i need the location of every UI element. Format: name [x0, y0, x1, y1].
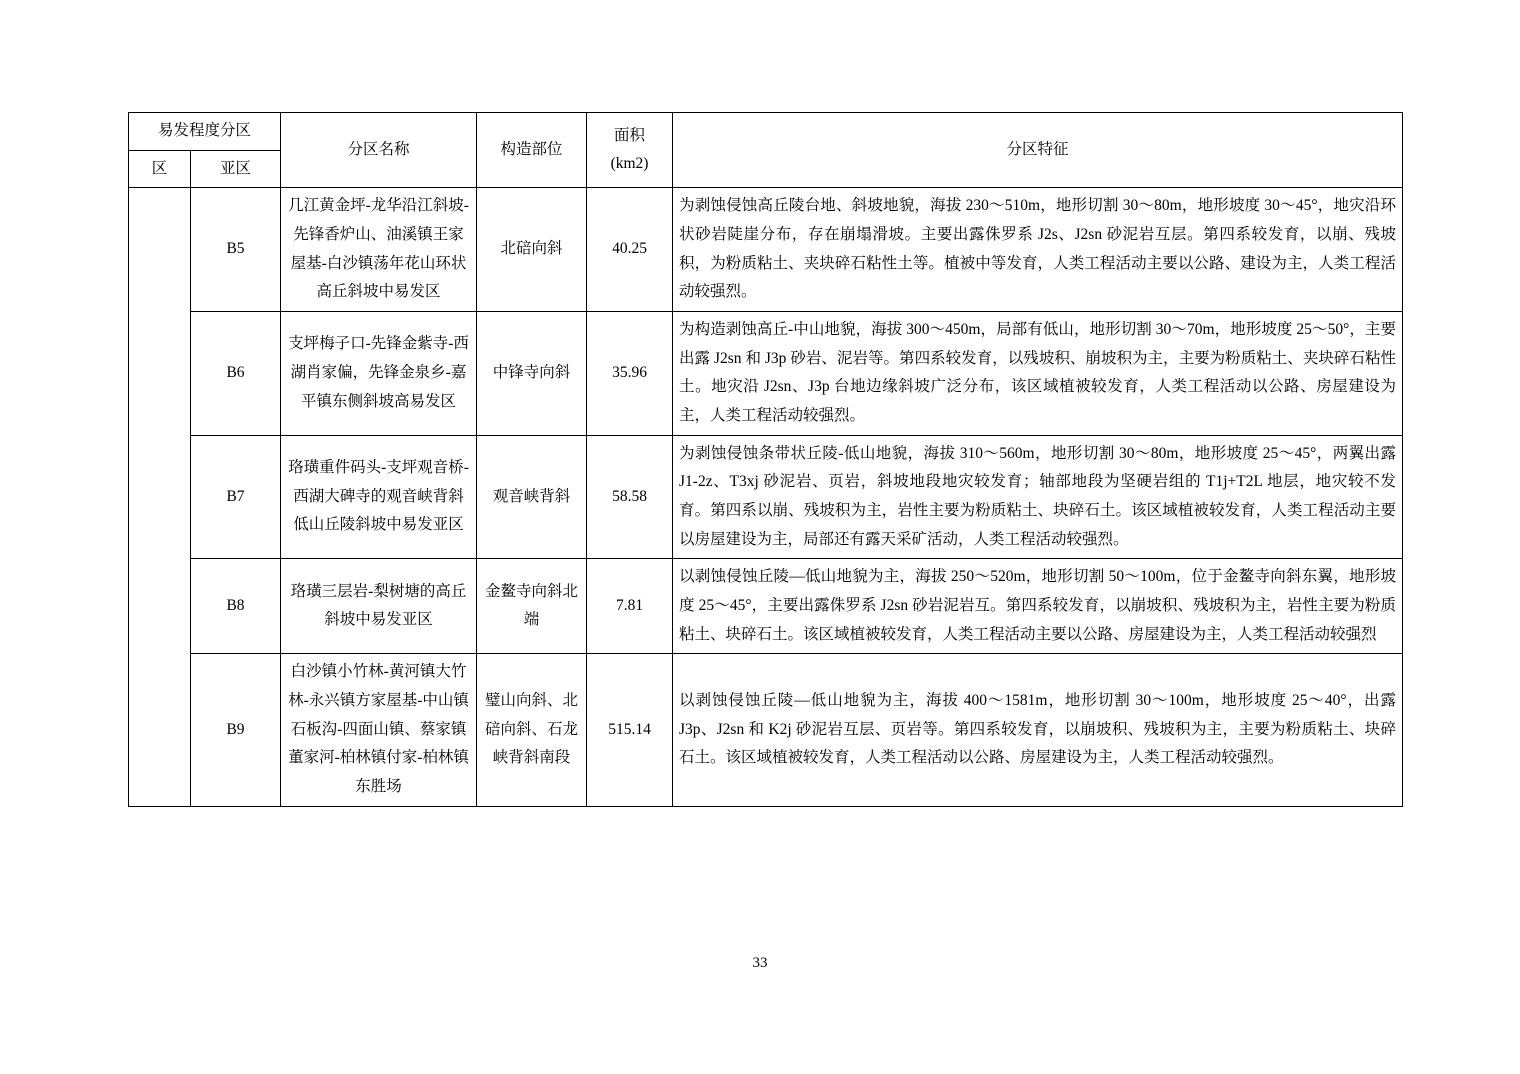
- area-value: 35.96: [587, 312, 673, 436]
- table-header-row-1: [129, 113, 1403, 151]
- structure-position: 璧山向斜、北碚向斜、石龙峡背斜南段: [477, 654, 587, 806]
- table-header: [129, 113, 1403, 188]
- zone-region-cell: [129, 188, 191, 806]
- subzone-code: B9: [191, 654, 281, 806]
- header-area: [587, 113, 673, 188]
- subzone-code: B7: [191, 435, 281, 559]
- header-struct: 构造部位: [477, 113, 587, 188]
- table-row: [129, 312, 1403, 436]
- structure-position: 中锋寺向斜: [477, 312, 587, 436]
- page-number: 33: [752, 955, 768, 971]
- area-value: 515.14: [587, 654, 673, 806]
- zone-feature: 为剥蚀侵蚀高丘陵台地、斜坡地貌，海拔 230～510m，地形切割 30～80m，地形坡度 30～45°，地灾沿环状砂岩陡崖分布，存在崩塌滑坡。主要出露侏罗系 J2s、J2sn 砂泥岩互层。第四系较发育，以崩、残坡积，为粉质粘土、夹块碎石粘性土等。植被中等发育，人类工程活动主要以公路、建设为主，人类工程活动较强烈。: [673, 188, 1403, 312]
- subzone-code: B5: [191, 188, 281, 312]
- header-yaqu: 亚区: [191, 150, 281, 188]
- subzone-code: B8: [191, 559, 281, 654]
- area-value: 40.25: [587, 188, 673, 312]
- table-row: [129, 654, 1403, 806]
- subzone-name: 珞璜重件码头-支坪观音桥-西湖大碑寺的观音峡背斜低山丘陵斜坡中易发亚区: [281, 435, 477, 559]
- zone-feature: 以剥蚀侵蚀丘陵—低山地貌为主，海拔 250～520m，地形切割 50～100m，位于金鳌寺向斜东翼，地形坡度 25～45°，主要出露侏罗系 J2sn 砂岩泥岩互。第四系较发育，以崩坡积、残坡积为主，岩性主要为粉质粘土、块碎石土。该区域植被较发育，人类工程活动主要以公路、房屋建设为主，人类工程活动较强烈: [673, 559, 1403, 654]
- header-qu: 区: [129, 150, 191, 188]
- table-row: [129, 559, 1403, 654]
- zone-feature: 以剥蚀侵蚀丘陵—低山地貌为主，海拔 400～1581m，地形切割 30～100m，地形坡度 25～40°，出露 J3p、J2sn 和 K2j 砂泥岩互层、页岩等。第四系较发育，以崩坡积、残坡积为主，主要为粉质粘土、块碎石土。该区域植被较发育，人类工程活动以公路、房屋建设为主，人类工程活动较强烈。: [673, 654, 1403, 806]
- structure-position: 北碚向斜: [477, 188, 587, 312]
- subzone-name: 珞璜三层岩-梨树塘的高丘斜坡中易发亚区: [281, 559, 477, 654]
- header-area-line1: 面积: [614, 126, 646, 144]
- zone-feature: 为剥蚀侵蚀条带状丘陵-低山地貌，海拔 310～560m，地形切割 30～80m，地形坡度 25～45°，两翼出露 J1-2z、T3xj 砂泥岩、页岩，斜坡地段地灾较发育；轴部地段为坚硬岩组的 T1j+T2L 地层，地灾较不发育。第四系以崩、残坡积为主，岩性主要为粉质粘土、块碎石土。该区域植被较发育，人类工程活动主要以房屋建设为主，局部还有露天采矿活动，人类工程活动较强烈。: [673, 435, 1403, 559]
- subzone-name: 支坪梅子口-先锋金紫寺-西湖肖家偏，先锋金泉乡-嘉平镇东侧斜坡高易发区: [281, 312, 477, 436]
- header-area-line2: (km2): [610, 155, 649, 173]
- zoning-table: [128, 112, 1403, 807]
- subzone-name: 白沙镇小竹林-黄河镇大竹林-永兴镇方家屋基-中山镇石板沟-四面山镇、蔡家镇董家河-柏林镇付家-柏林镇东胜场: [281, 654, 477, 806]
- area-value: 58.58: [587, 435, 673, 559]
- subzone-code: B6: [191, 312, 281, 436]
- area-value: 7.81: [587, 559, 673, 654]
- structure-position: 观音峡背斜: [477, 435, 587, 559]
- structure-position: 金鳌寺向斜北端: [477, 559, 587, 654]
- subzone-name: 几江黄金坪-龙华沿江斜坡-先锋香炉山、油溪镇王家屋基-白沙镇荡年花山环状高丘斜坡中易发区: [281, 188, 477, 312]
- table-row: [129, 435, 1403, 559]
- header-feature: 分区特征: [673, 113, 1403, 188]
- zone-feature: 为构造剥蚀高丘-中山地貌，海拔 300～450m，局部有低山，地形切割 30～70m，地形坡度 25～50°，主要出露 J2sn 和 J3p 砂岩、泥岩等。第四系较发育，以残坡积、崩坡积为主，主要为粉质粘土、夹块碎石粘性土。地灾沿 J2sn、J3p 台地边缘斜坡广泛分布，该区域植被较发育，人类工程活动以公路、房屋建设为主，人类工程活动较强烈。: [673, 312, 1403, 436]
- header-name: 分区名称: [281, 113, 477, 188]
- table-body: [129, 188, 1403, 806]
- header-group-label: 易发程度分区: [129, 113, 281, 151]
- table-row: [129, 188, 1403, 312]
